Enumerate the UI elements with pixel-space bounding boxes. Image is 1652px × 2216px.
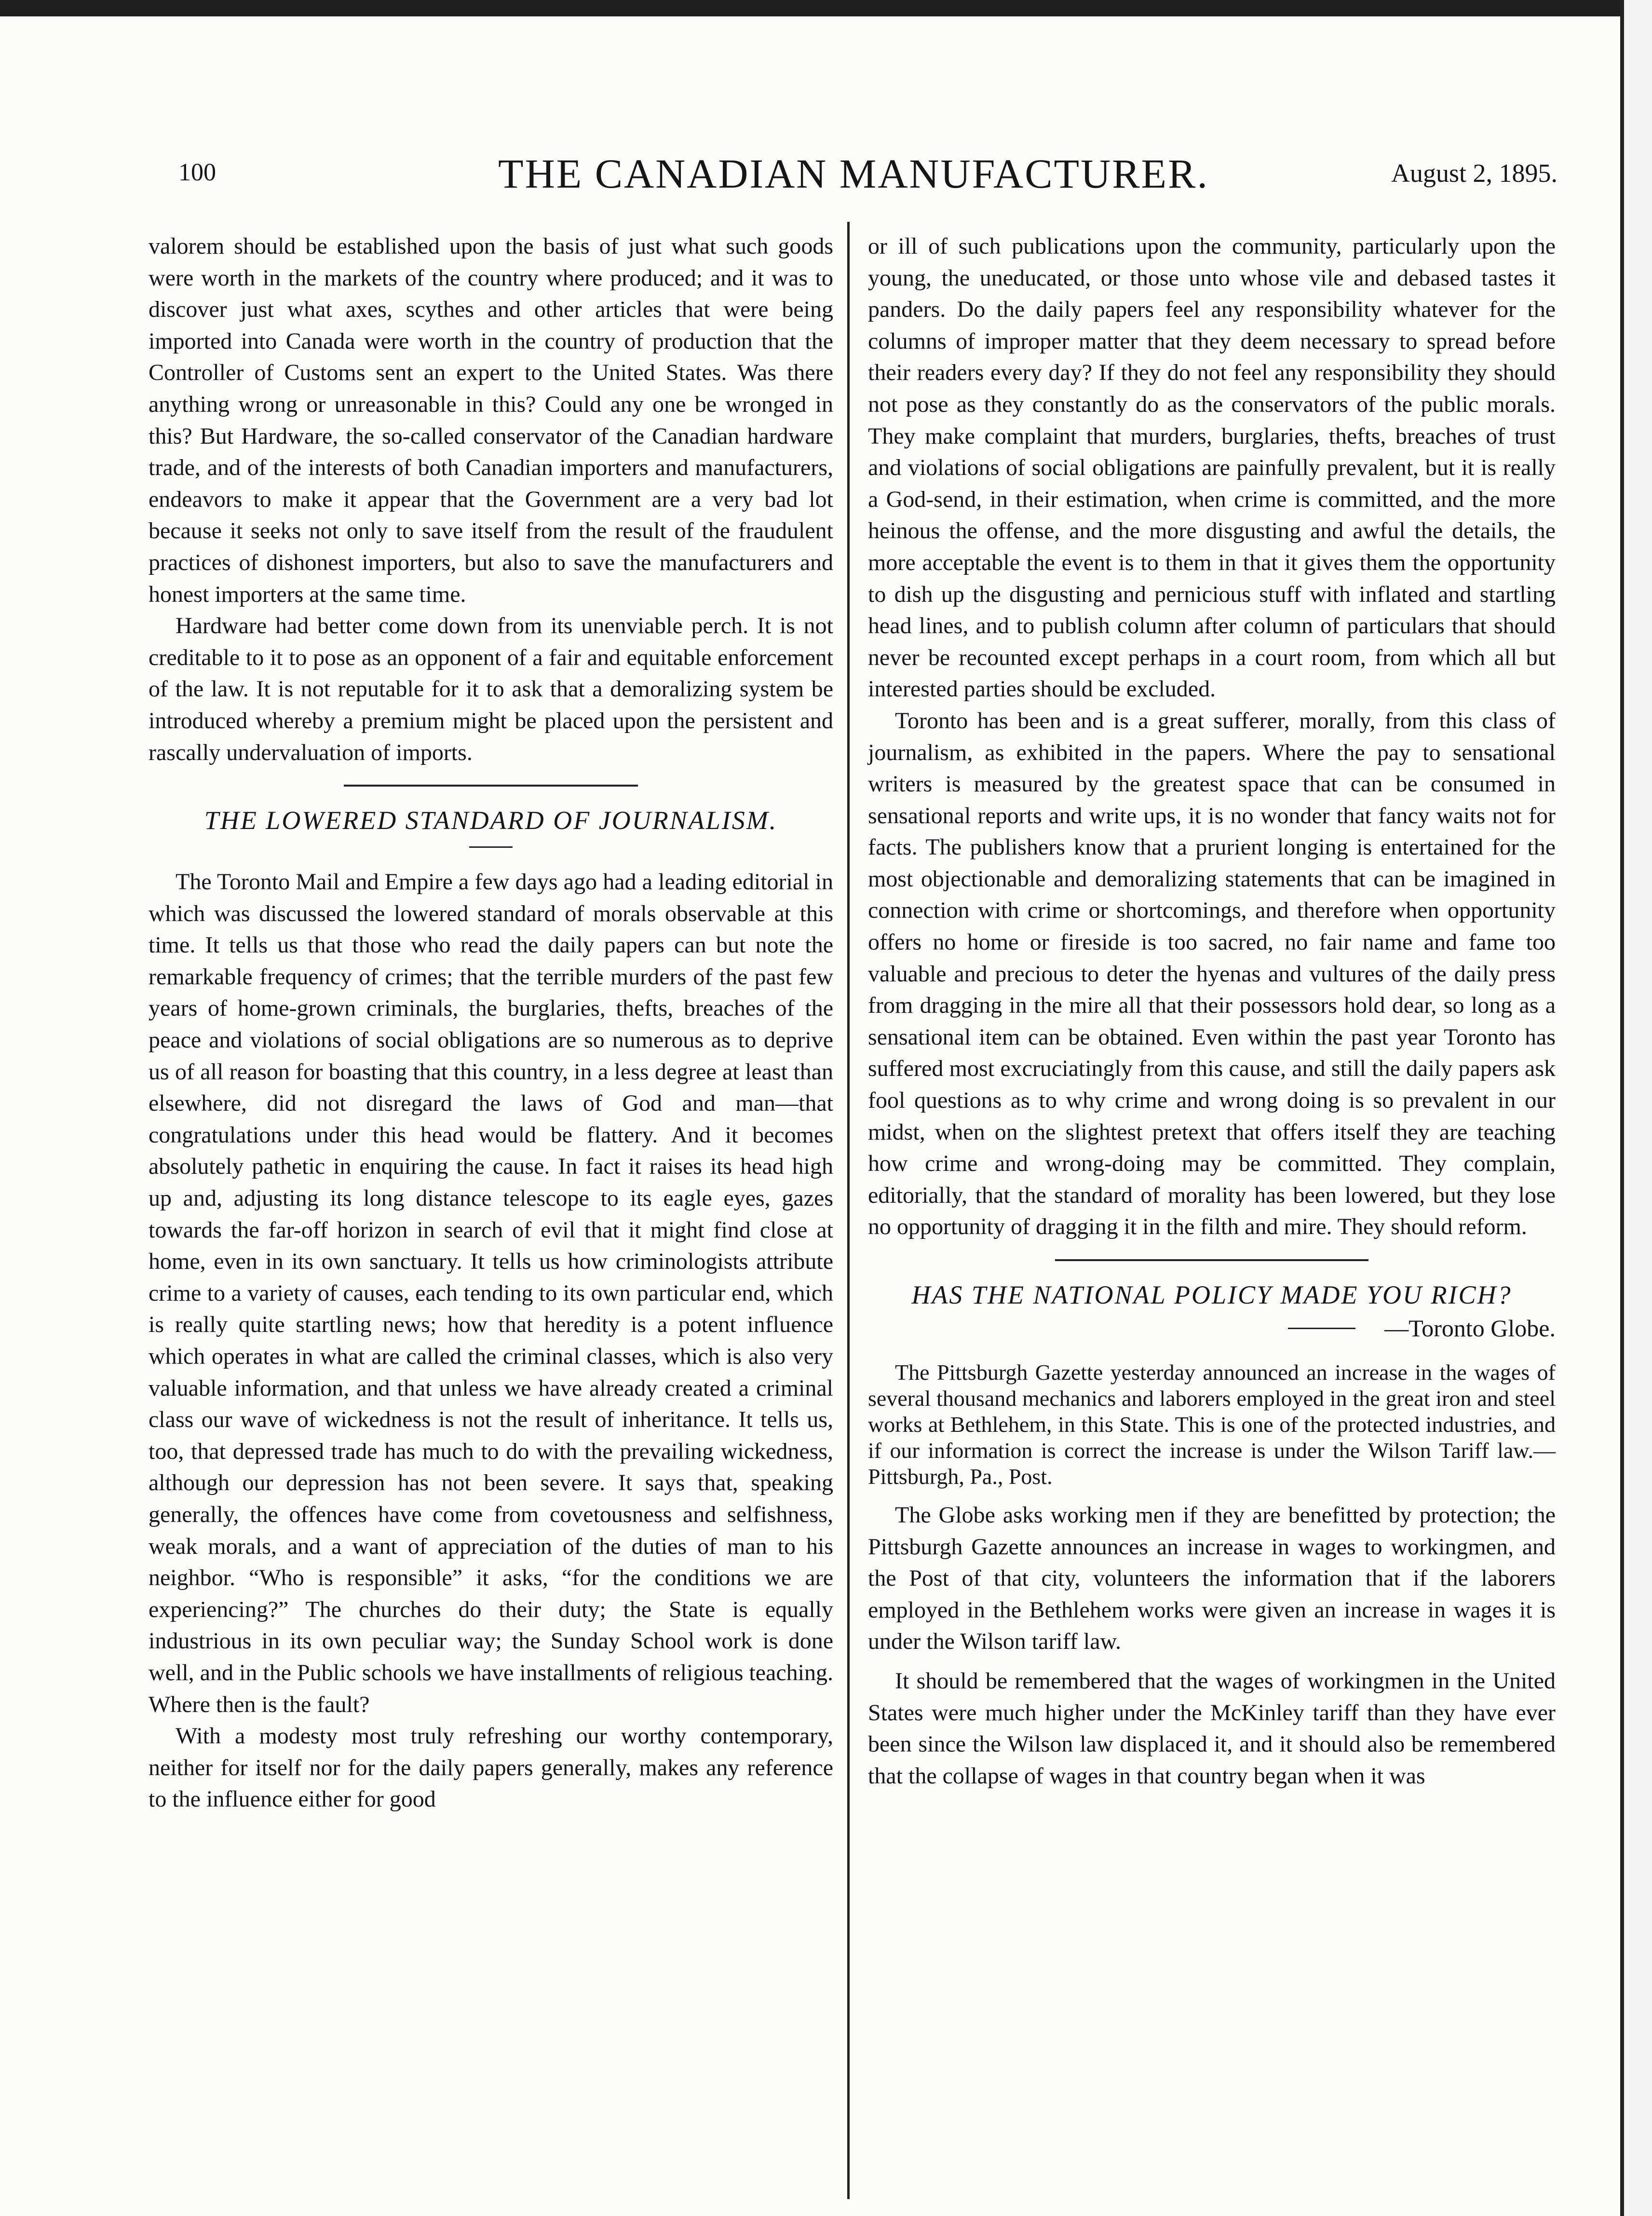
page-edge — [1620, 0, 1652, 2216]
page-number: 100 — [178, 159, 216, 186]
issue-date: August 2, 1895. — [1391, 159, 1557, 188]
paragraph: Toronto has been and is a great sufferer, morally, from this class of journalism, as exhibited in the papers. Where the pay to sensational writers is measured by the greatest space that can be consumed in sensational reports and write ups, it is no wonder that fancy waits not for facts. The publishers know that a prurient longing is entertained for the most objectionable and demoralizing statements that can be imagined in connection with crime or shortcomings, and therefore when opportunity offers no home or fireside is too sacred, no fair name and fame too valuable and precious to deter the hyenas and vultures of the daily press from dragging in the mire all that their possessors hold dear, so long as a sensational item can be obtained. Even within the past year Toronto has suffered most excruciatingly from this cause, and still the daily papers ask fool questions as to why crime and wrong doing is so prevalent in our midst, when on the slightest pretext that offers itself they are teaching how crime and wrong-doing may be committed. They complain, editorially, that the standard of morality has been lowered, but they lose no opportunity of dragging it in the filth and mire. They should reform. — [868, 707, 1556, 1240]
article-heading: THE LOWERED STANDARD OF JOURNALISM. — [204, 806, 778, 835]
left-column — [149, 231, 833, 1815]
paragraph: The Toronto Mail and Empire a few days ago had a leading editorial in which was discussed the lowered standard of morals observable at this time. It tells us that those who read the daily papers can but note the remarkable frequency of crimes; that the terrible murders of the past few years of home-grown criminals, the burglaries, thefts, breaches of the peace and violations of social obligations are so numerous as to deprive us of all reason for boasting that this country, in a less degree at least than elsewhere, did not disregard the laws of God and man—that congratulations under this head would be flattery. And it becomes absolutely pathetic in enquiring the cause. In fact it raises its head high up and, adjusting its long distance telescope to its eagle eyes, gazes towards the far-off horizon in search of evil that it might find close at home, even in its own sanctuary. It tells us how criminologists attribute crime to a variety of causes, each tending to its own particular end, which is really quite startling news; how that heredity is a potent influence which operates in what are called the criminal classes, which is also very valuable information, and that unless we have already created a criminal class our wave of wickedness is not the result of inheritance. It tells us, too, that depressed trade has much to do with the prevailing wickedness, although our depression has not been severe. It says that, speaking generally, the offences have come from covetousness and selfishness, weak morals, and a want of appreciation of the duties of man to his neighbor. “Who is responsible” it asks, “for the conditions we are experiencing?” The churches do their duty; the State is equally industrious in its own peculiar way; the Sunday School work is done well, and in the Public schools we have installments of religious teaching. Where then is the fault? — [149, 869, 833, 1717]
paragraph: or ill of such publications upon the community, particularly upon the young, the uneducated, or those unto whose vile and debased tastes it panders. Do the daily papers feel any responsibility whatever for the columns of improper matter that they deem necessary to spread before their readers every day? If they do not feel any responsibility they should not pose as they constantly do as the conservators of the public morals. They make complaint that murders, burglaries, thefts, breaches of trust and violations of social obligations are painfully prevalent, but it is really a God-send, in their estimation, when crime is committed, and the more heinous the offense, and the more disgusting and awful the details, the more acceptable the event is to them in that it gives them the opportunity to dish up the disgusting and pernicious stuff with inflated and startling head lines, and to publish column after column of particulars that should never be recounted except perhaps in a court room, from which all but interested parties should be excluded. — [868, 233, 1556, 702]
page-header — [149, 145, 1557, 203]
heading-dash — [469, 846, 513, 848]
paragraph: It should be remembered that the wages of workingmen in the United States were much higher under the McKinley tariff than they have ever been since the Wilson law displaced it, and it should also be remembered that the collapse of wages in that country began when it was — [868, 1668, 1556, 1789]
paragraph: Hardware had better come down from its unenviable perch. It is not creditable to it to pose as an opponent of a fair and equitable enforcement of the law. It is not reputable for it to ask that a demoralizing system be introduced whereby a premium might be placed upon the persistent and rascally undervaluation of imports. — [149, 613, 833, 765]
quoted-paragraph: The Pittsburgh Gazette yesterday announced an increase in the wages of several thousand mechanics and laborers employed in the great iron and steel works at Bethlehem, in this State. This is one of the protected industries, and if our information is correct the increase is under the Wilson Tariff law.—Pittsburgh, Pa., Post. — [868, 1360, 1556, 1489]
paragraph: The Globe asks working men if they are benefitted by protection; the Pittsburgh Gazette announces an increase in wages to workingmen, and the Post of that city, volunteers the information that if the laborers employed in the Bethlehem works were given an increase in wages it is under the Wilson tariff law. — [868, 1502, 1556, 1655]
paragraph: valorem should be established upon the basis of just what such goods were worth in the markets of the country where produced; and it was to discover just what axes, scythes and other articles that were being imported into Canada were worth in the country of production that the Controller of Customs sent an expert to the United States. Was there anything wrong or unreasonable in this? Could any one be wronged in this? But Hardware, the so-called conservator of the Canadian hardware trade, and of the interests of both Canadian importers and manufacturers, endeavors to make it appear that the Government are a very bad lot because it seeks not only to save itself from the result of the fraudulent practices of dishonest importers, but also to save the manufacturers and honest importers at the same time. — [149, 233, 833, 607]
section-rule — [1055, 1259, 1368, 1261]
byline-text: —Toronto Globe. — [1384, 1315, 1556, 1342]
publication-title: THE CANADIAN MANUFACTURER. — [498, 150, 1209, 197]
column-divider — [847, 222, 850, 2199]
article-heading: HAS THE NATIONAL POLICY MADE YOU RICH? — [911, 1280, 1512, 1309]
right-column — [868, 231, 1556, 1792]
section-rule — [344, 785, 638, 787]
byline-dash — [1288, 1328, 1355, 1329]
article-byline — [868, 1314, 1556, 1342]
top-border — [0, 0, 1652, 16]
paragraph: With a modesty most truly refreshing our worthy contemporary, neither for itself nor for the daily papers generally, makes any reference to the influence either for good — [149, 1723, 833, 1812]
